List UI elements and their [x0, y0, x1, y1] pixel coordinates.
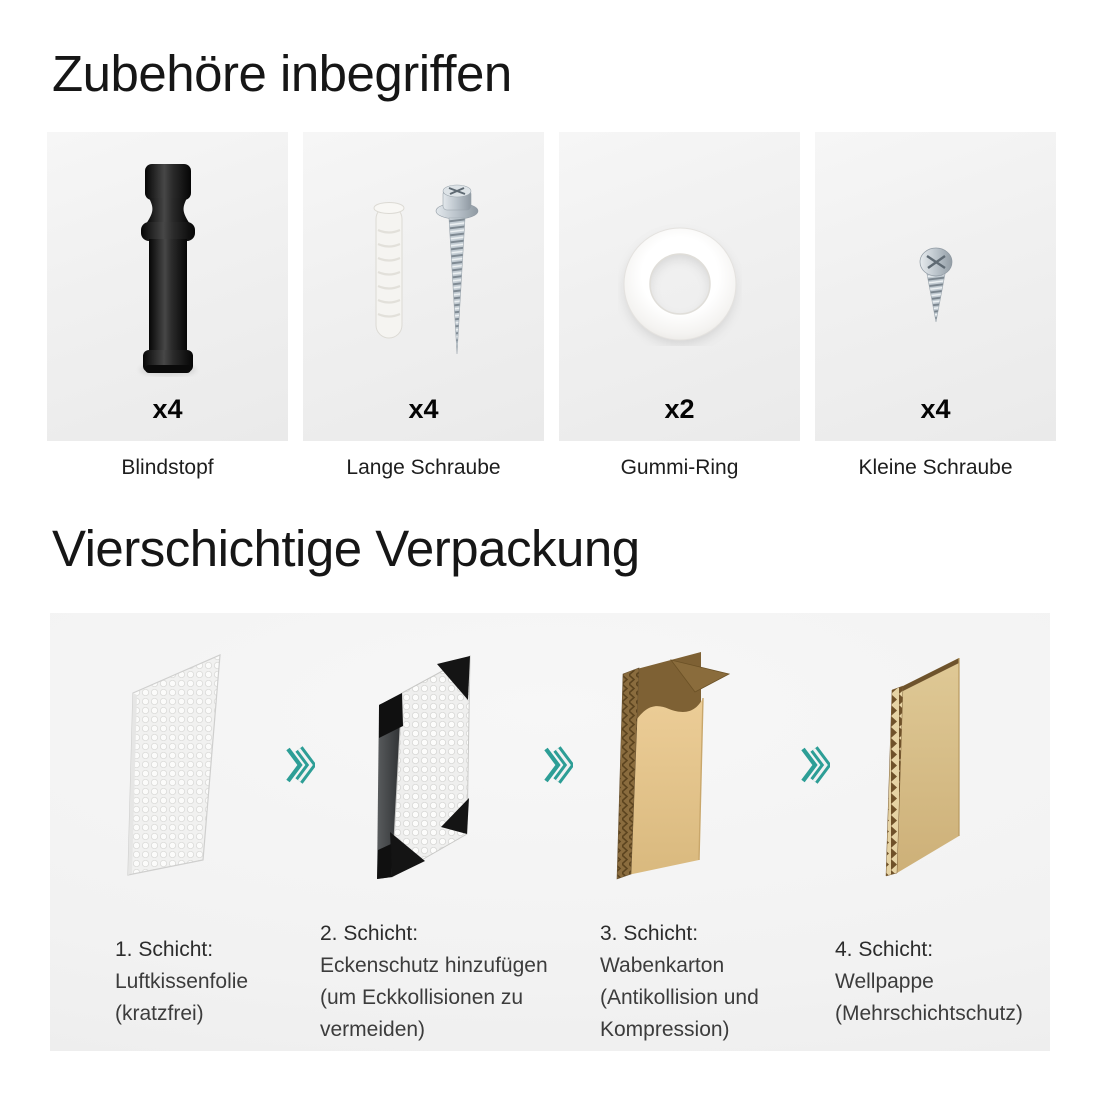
accessories-labels-row: [47, 456, 1056, 480]
step-description-line: (um Eckkollisionen zu: [320, 986, 524, 1009]
step-description-line: Kompression): [600, 1018, 730, 1041]
double-chevron-right-icon: [800, 746, 830, 784]
honeycomb-cardboard-image: [615, 648, 733, 880]
step-description-line: Wellpappe: [835, 970, 934, 993]
packaging-section-title: Vierschichtige Verpackung: [52, 520, 640, 577]
step-description-line: (Mehrschichtschutz): [835, 1002, 1023, 1025]
packaging-panel: [50, 613, 1050, 1051]
packaging-step-3-label: [600, 918, 759, 1046]
step-description-line: Wabenkarton: [600, 954, 725, 977]
wall-anchor-icon: [374, 203, 404, 339]
accessory-name: Lange Schraube: [346, 456, 501, 479]
packaging-step-1-label: [115, 934, 248, 1030]
accessory-card-lange-schraube: [303, 132, 544, 441]
accessory-name: Gummi-Ring: [620, 456, 739, 479]
step-title: 1. Schicht:: [115, 938, 214, 961]
accessory-card-kleine-schraube: [815, 132, 1056, 441]
quantity-label: x2: [664, 394, 695, 424]
wall-anchor-and-long-screw-image: [359, 178, 489, 363]
step-title: 3. Schicht:: [600, 922, 699, 945]
packaging-step-2-label: [320, 918, 548, 1046]
quantity-label: x4: [920, 394, 951, 424]
bubble-wrap-sheet-image: [123, 652, 223, 880]
corrugated-cardboard-image: [883, 650, 968, 878]
step-title: 4. Schicht:: [835, 938, 934, 961]
step-description-line: Eckenschutz hinzufügen: [320, 954, 548, 977]
packaging-step-4-label: [835, 934, 1023, 1030]
quantity-label: x4: [408, 394, 439, 424]
step-title: 2. Schicht:: [320, 922, 419, 945]
quantity-label: x4: [152, 394, 183, 424]
small-screw-image: [914, 244, 958, 328]
long-screw-icon: [436, 185, 478, 354]
accessories-cards-row: [47, 132, 1056, 441]
black-plug-image: [133, 162, 203, 377]
accessory-name: Kleine Schraube: [858, 456, 1013, 479]
accessory-card-blindstopf: [47, 132, 288, 441]
accessories-section-title: Zubehöre inbegriffen: [52, 45, 512, 102]
double-chevron-right-icon: [285, 746, 315, 784]
step-description-line: Luftkissenfolie: [115, 970, 249, 993]
step-description-line: vermeiden): [320, 1018, 426, 1041]
rubber-ring-image: [618, 222, 742, 346]
step-description-line: (Antikollision und: [600, 986, 759, 1009]
accessory-name: Blindstopf: [121, 456, 214, 479]
double-chevron-right-icon: [543, 746, 573, 784]
step-description-line: (kratzfrei): [115, 1002, 204, 1025]
corner-protected-panel-image: [375, 648, 480, 884]
accessory-card-gummi-ring: [559, 132, 800, 441]
